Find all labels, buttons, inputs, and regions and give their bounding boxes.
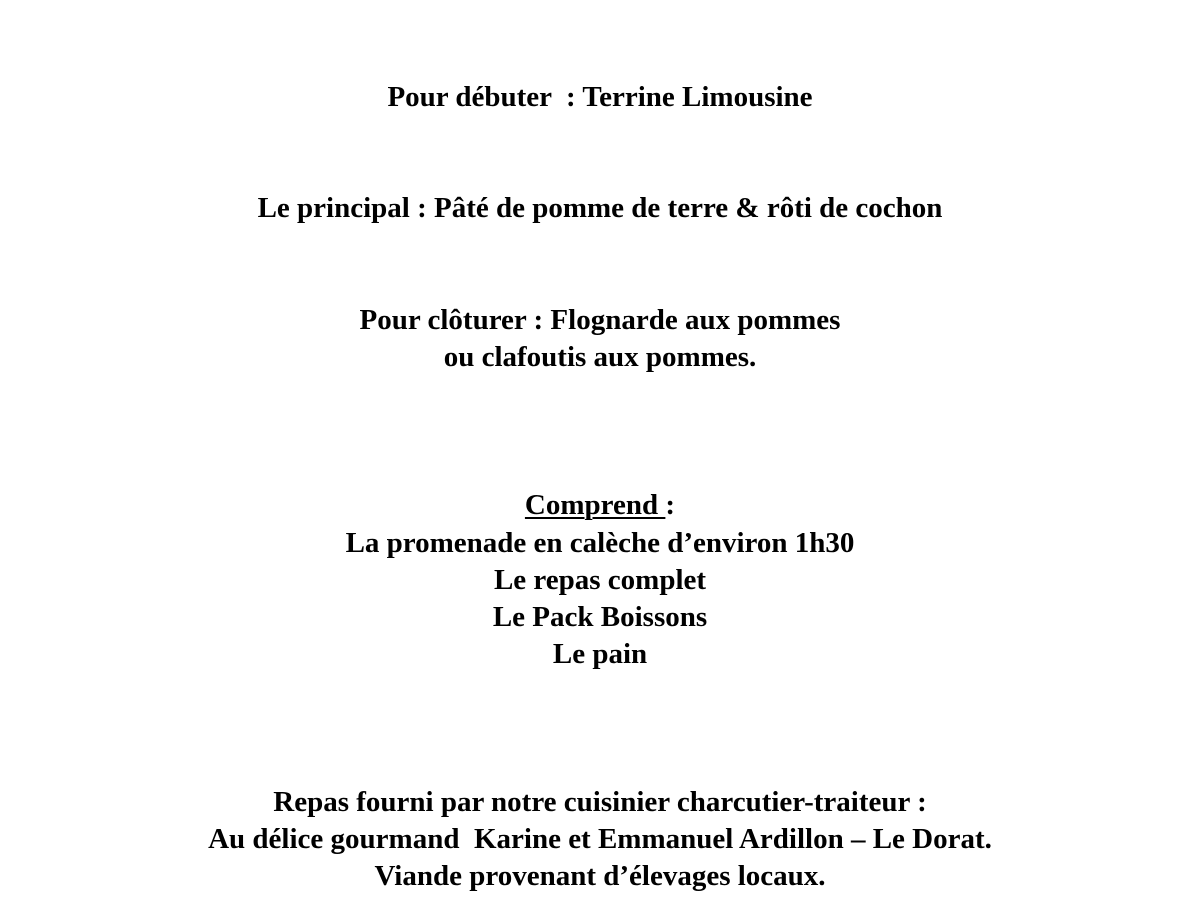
caterer-line-2: Au délice gourmand Karine et Emmanuel Ardillon – Le Dorat.	[208, 823, 992, 855]
caterer-line-1: Repas fourni par notre cuisinier charcutier-traiteur :	[273, 786, 927, 818]
caterer-line-3: Viande provenant d’élevages locaux.	[374, 860, 826, 892]
includes-heading	[0, 487, 1200, 524]
includes-heading-colon: :	[665, 489, 676, 521]
menu-main-course: Le principal : Pâté de pomme de terre & rôti de cochon	[257, 192, 943, 224]
includes-heading-label: Comprend	[524, 489, 666, 521]
includes-item: Le Pack Boissons	[492, 601, 708, 633]
menu-starter: Pour débuter : Terrine Limousine	[387, 81, 813, 113]
includes-item: Le repas complet	[493, 564, 707, 596]
includes-item: Le pain	[552, 638, 648, 670]
menu-dessert-line-2: ou clafoutis aux pommes.	[443, 341, 757, 373]
menu-dessert-line-1: Pour clôturer : Flognarde aux pommes	[359, 304, 841, 336]
includes-item: La promenade en calèche d’environ 1h30	[345, 527, 855, 559]
